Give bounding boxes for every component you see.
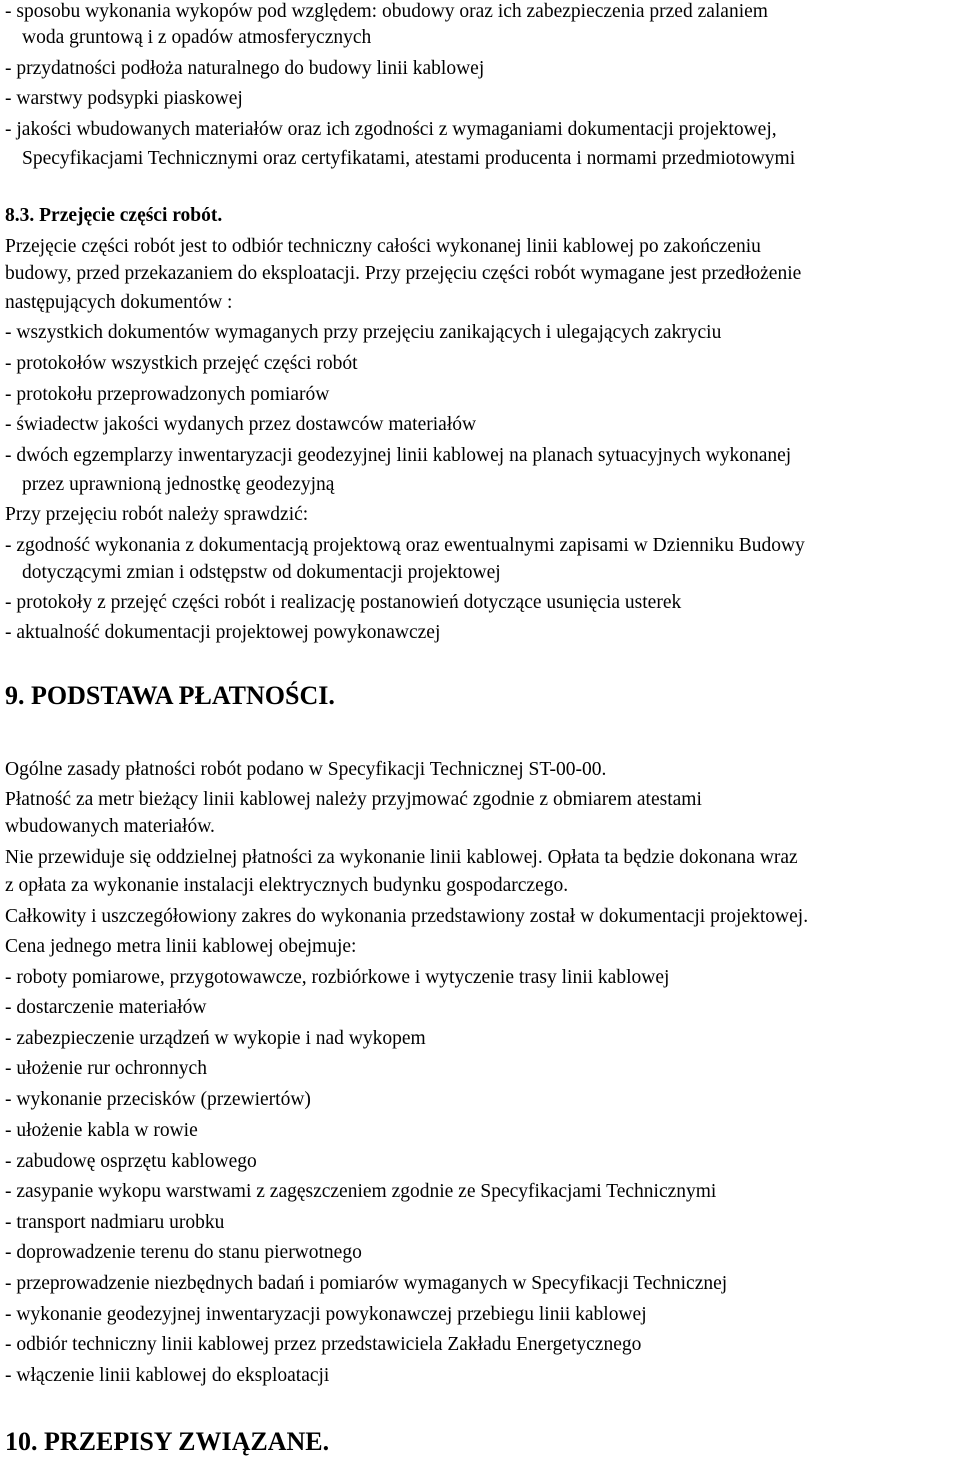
list-item: - protokołu przeprowadzonych pomiarów <box>5 384 330 405</box>
list-item: - włączenie linii kablowej do eksploatacji <box>5 1365 330 1386</box>
list-item: - dostarczenie materiałów <box>5 997 207 1018</box>
paragraph-line: Płatność za metr bieżący linii kablowej należy przyjmować zgodnie z obmiarem atestami <box>5 789 702 810</box>
paragraph-line: Nie przewiduje się oddzielnej płatności za wykonanie linii kablowej. Opłata ta będzie dokonana wraz <box>5 847 798 868</box>
section-8-3-heading: 8.3. Przejęcie części robót. <box>5 205 223 226</box>
list-item: - przydatności podłoża naturalnego do budowy linii kablowej <box>5 58 485 79</box>
paragraph-line: z opłata za wykonanie instalacji elektrycznych budynku gospodarczego. <box>5 875 569 896</box>
list-item: - ułożenie kabla w rowie <box>5 1120 198 1141</box>
list-item: - przeprowadzenie niezbędnych badań i pomiarów wymaganych w Specyfikacji Technicznej <box>5 1273 728 1294</box>
list-item: - wszystkich dokumentów wymaganych przy przejęciu zanikających i ulegających zakryciu <box>5 322 722 343</box>
list-item: - protokoły z przejęć części robót i realizację postanowień dotyczące usunięcia usterek <box>5 592 682 613</box>
paragraph-line: Całkowity i uszczegółowiony zakres do wykonania przedstawiony został w dokumentacji projektowej. <box>5 906 809 927</box>
list-item: - sposobu wykonania wykopów pod względem: obudowy oraz ich zabezpieczenia przed zalaniem <box>5 1 768 22</box>
list-item-continuation: woda gruntową i z opadów atmosferycznych <box>22 27 372 48</box>
list-item: - roboty pomiarowe, przygotowawcze, rozbiórkowe i wytyczenie trasy linii kablowej <box>5 967 670 988</box>
paragraph-line: Przy przejęciu robót należy sprawdzić: <box>5 504 309 525</box>
list-item: - aktualność dokumentacji projektowej powykonawczej <box>5 622 441 643</box>
list-item: - dwóch egzemplarzy inwentaryzacji geodezyjnej linii kablowej na planach sytuacyjnych wykonanej <box>5 445 792 466</box>
paragraph-line: Przejęcie części robót jest to odbiór techniczny całości wykonanej linii kablowej po zakończeniu <box>5 236 761 257</box>
list-item: - transport nadmiaru urobku <box>5 1212 225 1233</box>
paragraph-line: Cena jednego metra linii kablowej obejmuje: <box>5 936 357 957</box>
section-9-heading: 9. PODSTAWA PŁATNOŚCI. <box>5 681 335 710</box>
paragraph-line: budowy, przed przekazaniem do eksploatacji. Przy przejęciu części robót wymagane jest przedłożenie <box>5 263 802 284</box>
list-item: - warstwy podsypki piaskowej <box>5 88 243 109</box>
list-item: - jakości wbudowanych materiałów oraz ich zgodności z wymaganiami dokumentacji projektowej, <box>5 119 777 140</box>
list-item: - doprowadzenie terenu do stanu pierwotnego <box>5 1242 362 1263</box>
list-item-continuation: dotyczącymi zmian i odstępstw od dokumentacji projektowej <box>22 562 501 583</box>
list-item: - wykonanie geodezyjnej inwentaryzacji powykonawczej przebiegu linii kablowej <box>5 1304 647 1325</box>
list-item: - zabezpieczenie urządzeń w wykopie i nad wykopem <box>5 1028 426 1049</box>
paragraph-line: wbudowanych materiałów. <box>5 816 215 837</box>
list-item: - zasypanie wykopu warstwami z zagęszczeniem zgodnie ze Specyfikacjami Technicznymi <box>5 1181 717 1202</box>
list-item: - zabudowę osprzętu kablowego <box>5 1151 257 1172</box>
section-10-heading: 10. PRZEPISY ZWIĄZANE. <box>5 1427 330 1456</box>
list-item: - odbiór techniczny linii kablowej przez przedstawiciela Zakładu Energetycznego <box>5 1334 642 1355</box>
list-item-continuation: przez uprawnioną jednostkę geodezyjną <box>22 474 335 495</box>
list-item-continuation: Specyfikacjami Technicznymi oraz certyfikatami, atestami producenta i normami przedmiotowymi <box>22 148 796 169</box>
list-item: - ułożenie rur ochronnych <box>5 1058 207 1079</box>
list-item: - zgodność wykonania z dokumentacją projektową oraz ewentualnymi zapisami w Dzienniku Budowy <box>5 535 805 556</box>
list-item: - wykonanie przecisków (przewiertów) <box>5 1089 311 1110</box>
list-item: - protokołów wszystkich przejęć części robót <box>5 353 358 374</box>
list-item: - świadectw jakości wydanych przez dostawców materiałów <box>5 414 477 435</box>
paragraph-line: Ogólne zasady płatności robót podano w Specyfikacji Technicznej ST-00-00. <box>5 759 607 780</box>
paragraph-line: następujących dokumentów : <box>5 292 233 313</box>
